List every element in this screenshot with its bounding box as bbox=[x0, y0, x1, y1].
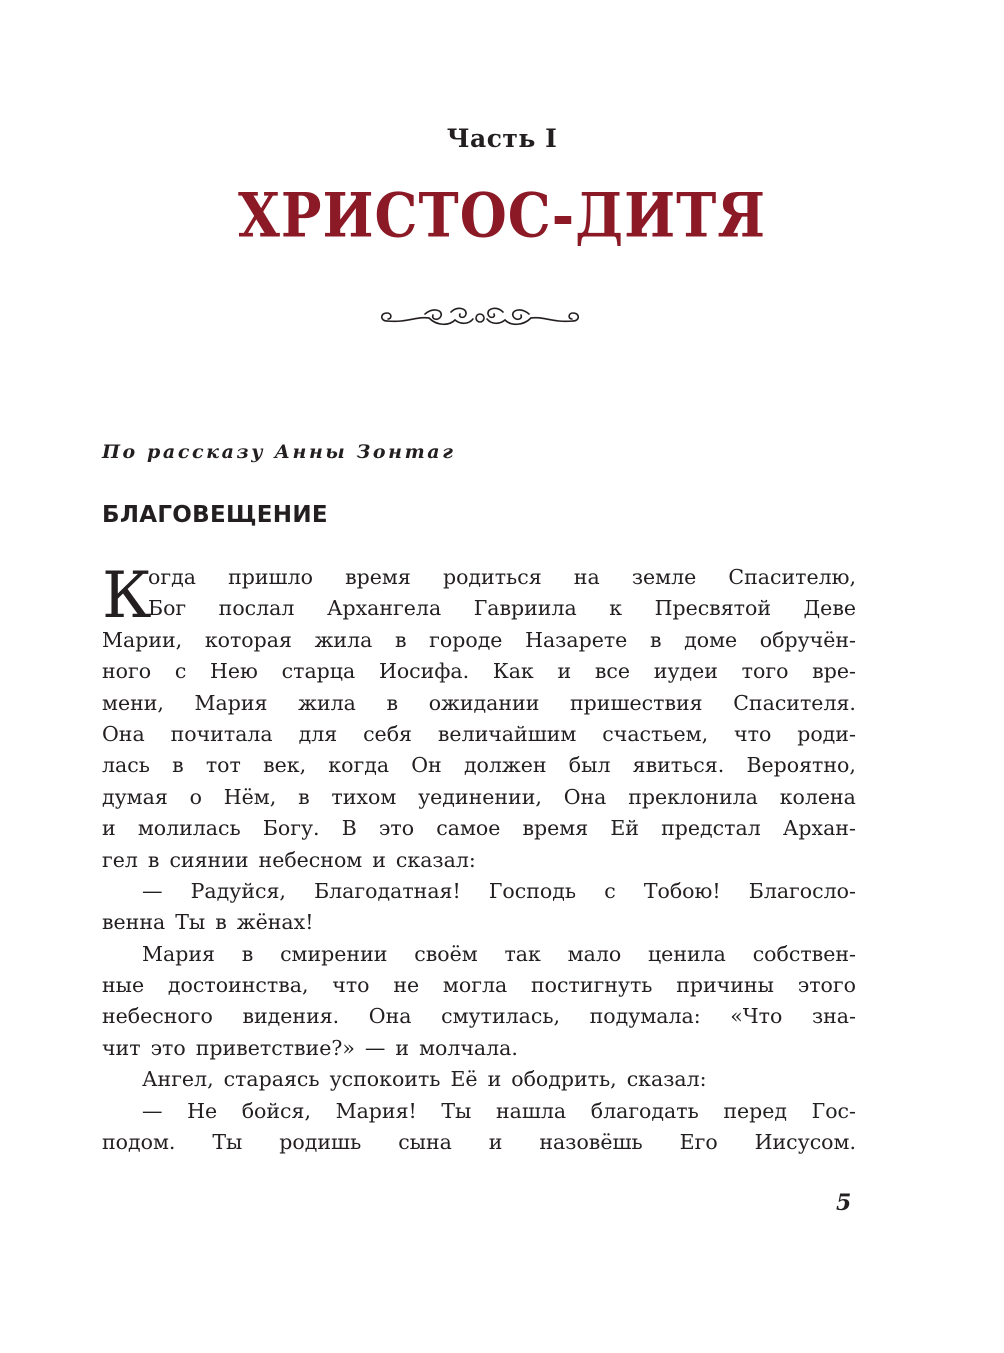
word: Не bbox=[187, 1098, 218, 1123]
word: вре- bbox=[812, 659, 856, 684]
word: — bbox=[364, 1035, 386, 1060]
text-line bbox=[102, 688, 856, 719]
word: ные bbox=[102, 973, 145, 998]
word: Радуйся, bbox=[190, 878, 286, 903]
word: жёнах! bbox=[236, 910, 314, 935]
word: подумала: bbox=[589, 1004, 701, 1029]
page-number: 5 bbox=[836, 1190, 852, 1216]
word: Благосло- bbox=[748, 878, 856, 903]
word: должен bbox=[463, 753, 547, 778]
word: которая bbox=[204, 627, 292, 652]
word: и bbox=[395, 1035, 410, 1060]
word: Как bbox=[492, 659, 534, 684]
word: причины bbox=[676, 973, 774, 998]
word: успокоить bbox=[329, 1067, 441, 1092]
word: подом. bbox=[102, 1130, 176, 1155]
word: Ты bbox=[175, 910, 206, 935]
word: молилась bbox=[137, 816, 241, 841]
word: и bbox=[102, 816, 116, 841]
word: сказал: bbox=[626, 1067, 707, 1092]
word: бойся, bbox=[241, 1098, 311, 1123]
text-line bbox=[102, 907, 856, 938]
word: Назарете bbox=[525, 627, 628, 652]
word: Гавриила bbox=[473, 596, 577, 621]
word: собствен- bbox=[752, 941, 856, 966]
word: в bbox=[298, 784, 310, 809]
word: венна bbox=[102, 910, 166, 935]
word: ожидании bbox=[428, 690, 540, 715]
text-line bbox=[102, 593, 856, 624]
word: чит bbox=[102, 1035, 141, 1060]
word: мало bbox=[567, 941, 622, 966]
word: ценила bbox=[648, 941, 726, 966]
word: предстал bbox=[661, 816, 761, 841]
word: Гос- bbox=[811, 1098, 856, 1123]
word: перед bbox=[723, 1098, 788, 1123]
word: Его bbox=[679, 1130, 718, 1155]
word: и bbox=[487, 1067, 502, 1092]
word: жила bbox=[298, 690, 356, 715]
word: Она bbox=[102, 721, 145, 746]
text-line bbox=[102, 562, 856, 593]
word: так bbox=[504, 941, 541, 966]
text-line bbox=[102, 625, 856, 656]
word: в bbox=[147, 847, 160, 872]
text-line bbox=[102, 970, 856, 1001]
word: что bbox=[332, 973, 370, 998]
word: родиться bbox=[442, 565, 542, 589]
word: и bbox=[488, 1130, 503, 1155]
text-line bbox=[102, 1033, 856, 1064]
word: это bbox=[378, 816, 415, 841]
word: был bbox=[568, 753, 611, 778]
word: Мария bbox=[194, 690, 268, 715]
word: Господь bbox=[488, 878, 577, 903]
word: Иисусом. bbox=[754, 1130, 856, 1155]
word: того bbox=[741, 659, 789, 684]
word: тот bbox=[205, 753, 241, 778]
word: и bbox=[372, 847, 386, 872]
story-attribution: По рассказу Анны Зонтаг bbox=[102, 441, 456, 463]
word: сиянии bbox=[169, 847, 249, 872]
word: тихом bbox=[331, 784, 397, 809]
word: в bbox=[241, 941, 254, 966]
word: стараясь bbox=[223, 1067, 320, 1092]
word: Пресвятой bbox=[654, 596, 771, 621]
word: этого bbox=[797, 973, 856, 998]
word: себя bbox=[363, 721, 412, 746]
word: в bbox=[386, 690, 399, 715]
word: обручён- bbox=[759, 627, 856, 652]
word: Ты bbox=[212, 1130, 243, 1155]
word: Архангела bbox=[326, 596, 442, 621]
word: Нею bbox=[210, 659, 258, 684]
word: В bbox=[341, 816, 357, 841]
word: что bbox=[734, 721, 772, 746]
word: к bbox=[609, 596, 623, 621]
word: время bbox=[522, 816, 589, 841]
word: Её bbox=[450, 1067, 478, 1092]
word: счастьем, bbox=[602, 721, 709, 746]
word: мени, bbox=[102, 690, 164, 715]
word: век, bbox=[263, 753, 307, 778]
word: время bbox=[345, 565, 411, 589]
word: Иосифа. bbox=[378, 659, 470, 684]
word: своём bbox=[414, 941, 478, 966]
word: с bbox=[604, 878, 616, 903]
word: нашла bbox=[495, 1098, 567, 1123]
word: достоинства, bbox=[167, 973, 309, 998]
word: — bbox=[142, 878, 163, 903]
section-heading: БЛАГОВЕЩЕНИЕ bbox=[102, 502, 328, 528]
word: Благодатная! bbox=[314, 878, 461, 903]
word: Ты bbox=[441, 1098, 472, 1123]
word: видения. bbox=[242, 1004, 340, 1029]
word: не bbox=[393, 973, 420, 998]
word: Она bbox=[563, 784, 607, 809]
word: «Что bbox=[730, 1004, 783, 1029]
word: могла bbox=[442, 973, 508, 998]
word: о bbox=[189, 784, 202, 809]
text-line bbox=[102, 719, 856, 750]
word: и bbox=[557, 659, 572, 684]
text-line bbox=[102, 876, 856, 907]
word: Тобою! bbox=[643, 878, 721, 903]
word: Вероятно, bbox=[746, 753, 856, 778]
word: Мария bbox=[142, 941, 215, 966]
text-line bbox=[102, 782, 856, 813]
word: доме bbox=[684, 627, 738, 652]
word: благодать bbox=[590, 1098, 699, 1123]
word: Он bbox=[411, 753, 442, 778]
word: Архан- bbox=[782, 816, 856, 841]
word: огда bbox=[148, 565, 196, 589]
text-line bbox=[102, 750, 856, 781]
word: Марии, bbox=[102, 627, 183, 652]
word: в bbox=[394, 627, 407, 652]
word: на bbox=[573, 565, 600, 589]
word: смутилась, bbox=[441, 1004, 561, 1029]
text-line bbox=[102, 1064, 856, 1095]
word: это bbox=[150, 1035, 186, 1060]
word: лась bbox=[102, 753, 150, 778]
word: сына bbox=[398, 1130, 452, 1155]
word: сказал: bbox=[395, 847, 476, 872]
word: Мария! bbox=[335, 1098, 417, 1123]
word: преклонила bbox=[628, 784, 758, 809]
word: жила bbox=[314, 627, 373, 652]
word: земле bbox=[631, 565, 697, 589]
word: почитала bbox=[170, 721, 273, 746]
word: ного bbox=[102, 659, 152, 684]
word: с bbox=[174, 659, 187, 684]
word: Ей bbox=[610, 816, 639, 841]
drop-cap: К bbox=[102, 559, 152, 633]
word: колена bbox=[779, 784, 856, 809]
word: Спасителю, bbox=[728, 565, 856, 589]
flourish-divider-icon bbox=[377, 302, 583, 332]
word: старца bbox=[281, 659, 356, 684]
word: явиться. bbox=[632, 753, 725, 778]
word: назовёшь bbox=[539, 1130, 643, 1155]
word: Деве bbox=[803, 596, 856, 621]
word: роди- bbox=[797, 721, 856, 746]
word: родишь bbox=[279, 1130, 362, 1155]
word: небесном bbox=[258, 847, 363, 872]
word: Нём, bbox=[223, 784, 277, 809]
word: для bbox=[298, 721, 338, 746]
text-line bbox=[102, 813, 856, 844]
word: Богу. bbox=[262, 816, 320, 841]
word: пришествия bbox=[570, 690, 703, 715]
word: все bbox=[594, 659, 631, 684]
text-line bbox=[102, 1001, 856, 1032]
word: самое bbox=[436, 816, 501, 841]
word: думая bbox=[102, 784, 168, 809]
text-line bbox=[102, 1096, 856, 1127]
word: смирении bbox=[280, 941, 388, 966]
text-line bbox=[102, 656, 856, 687]
word: ободрить, bbox=[511, 1067, 617, 1092]
word: когда bbox=[328, 753, 390, 778]
word: Бог bbox=[148, 596, 187, 621]
text-line bbox=[102, 845, 856, 876]
word: в bbox=[215, 910, 227, 935]
word: уединении, bbox=[418, 784, 542, 809]
word: молчала. bbox=[419, 1035, 518, 1060]
word: иудеи bbox=[653, 659, 718, 684]
word: небесного bbox=[102, 1004, 213, 1029]
chapter-title: ХРИСТОС-ДИТЯ bbox=[238, 179, 766, 251]
word: приветствие?» bbox=[195, 1035, 355, 1060]
word: постигнуть bbox=[531, 973, 653, 998]
text-line bbox=[102, 1127, 856, 1158]
word: в bbox=[649, 627, 662, 652]
word: городе bbox=[429, 627, 503, 652]
word: Она bbox=[368, 1004, 412, 1029]
word: зна- bbox=[811, 1004, 856, 1029]
word: Ангел, bbox=[142, 1067, 214, 1092]
word: величайшим bbox=[437, 721, 577, 746]
word: Спасителя. bbox=[733, 690, 856, 715]
word: в bbox=[172, 753, 184, 778]
word: — bbox=[142, 1098, 163, 1123]
text-line bbox=[102, 939, 856, 970]
word: гел bbox=[102, 847, 138, 872]
word: послал bbox=[218, 596, 295, 621]
part-label: Часть I bbox=[446, 124, 558, 153]
word: пришло bbox=[228, 565, 313, 589]
body-text bbox=[102, 559, 856, 1158]
